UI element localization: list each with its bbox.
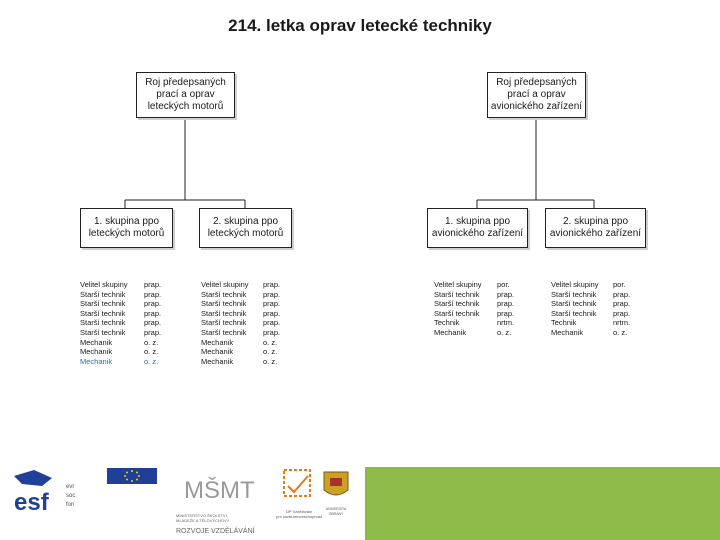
roster-role: Velitel skupiny bbox=[434, 280, 482, 289]
roster-rank: nrtm. bbox=[613, 318, 631, 328]
roster-role: Starší technik bbox=[80, 327, 126, 337]
roster-rank: o. z. bbox=[263, 337, 278, 347]
group-box-3: 1. skupina ppo avionického zařízení bbox=[427, 208, 528, 248]
roster-rank: o. z. bbox=[497, 327, 512, 337]
roster-rank: prap. bbox=[613, 308, 631, 318]
roster-rank: prap. bbox=[613, 289, 631, 299]
roster-role: Starší technik bbox=[201, 308, 247, 318]
roster-role: Starší technik bbox=[434, 299, 480, 309]
platoon-box-engines: Roj předepsaných prací a oprav leteckých motorů bbox=[136, 72, 235, 118]
roster-rank: prap. bbox=[613, 299, 631, 309]
roster-rank: prap. bbox=[263, 280, 281, 289]
roster-role: Mechanik bbox=[201, 356, 234, 366]
roster-role: Starší technik bbox=[80, 318, 126, 328]
roster-rank: prap. bbox=[263, 327, 281, 337]
roster-role: Starší technik bbox=[80, 289, 126, 299]
roster-rank: por. bbox=[497, 280, 510, 289]
roster-rank: prap. bbox=[144, 318, 162, 328]
roster-rank: prap. bbox=[263, 289, 281, 299]
esf-logo bbox=[12, 468, 68, 514]
roster-role: Starší technik bbox=[434, 308, 480, 318]
univerzita-obrany-logo bbox=[320, 470, 352, 516]
roster-role: Starší technik bbox=[201, 299, 247, 309]
roster-role: Mechanik bbox=[201, 347, 234, 357]
roster-role: Starší technik bbox=[80, 299, 126, 309]
roster-rank: prap. bbox=[144, 299, 162, 309]
roster-role: Starší technik bbox=[201, 289, 247, 299]
roster-role: Starší technik bbox=[551, 299, 597, 309]
roster-rank: prap. bbox=[144, 280, 162, 289]
roster-rank: por. bbox=[613, 280, 626, 289]
group-box-2: 2. skupina ppo leteckých motorů bbox=[199, 208, 292, 248]
roster-roles-group-2 bbox=[201, 280, 249, 366]
group-box-1: 1. skupina ppo leteckých motorů bbox=[80, 208, 173, 248]
roster-rank: o. z. bbox=[144, 347, 159, 357]
roster-rank: prap. bbox=[263, 318, 281, 328]
roster-rank: prap. bbox=[144, 289, 162, 299]
roster-role: Mechanik bbox=[80, 347, 113, 357]
roster-role: Technik bbox=[434, 318, 460, 328]
msmt-wordmark: MŠMT bbox=[184, 477, 255, 504]
roster-rank: o. z. bbox=[263, 356, 278, 366]
roster-rank: prap. bbox=[497, 299, 515, 309]
msmt-caption: MINISTERSTVO ŠKOLSTVÍ, MLÁDEŽE A TĚLOVÝCHOVY bbox=[176, 513, 230, 523]
esf-side-text: evr soc fon bbox=[66, 484, 76, 508]
esf-flag-shape bbox=[14, 470, 52, 486]
roster-role: Starší technik bbox=[551, 308, 597, 318]
group-box-4: 2. skupina ppo avionického zařízení bbox=[545, 208, 646, 248]
roster-role: Technik bbox=[551, 318, 577, 328]
roster-role: Mechanik bbox=[434, 327, 467, 337]
footer-green-band bbox=[365, 467, 720, 540]
roster-role: Velitel skupiny bbox=[80, 280, 128, 289]
roster-role: Starší technik bbox=[434, 289, 480, 299]
msmt-logo bbox=[176, 468, 264, 535]
roster-role: Mechanik bbox=[80, 356, 113, 366]
op-caption: OP Vzdělávání pro konkurenceschopnost bbox=[276, 509, 322, 519]
roster-role: Mechanik bbox=[80, 337, 113, 347]
roster-ranks-group-3 bbox=[497, 280, 514, 338]
univ-caption: UNIVERZITA OBRANY bbox=[325, 507, 347, 516]
roster-rank: prap. bbox=[263, 299, 281, 309]
esf-wordmark: esf bbox=[14, 489, 49, 514]
page-title: 214. letka oprav letecké techniky bbox=[228, 16, 492, 35]
roster-rank: prap. bbox=[497, 289, 515, 299]
roster-roles-group-1 bbox=[80, 280, 128, 366]
roster-role: Mechanik bbox=[551, 327, 584, 337]
roster-rank: nrtm. bbox=[497, 318, 515, 328]
roster-role: Starší technik bbox=[551, 289, 597, 299]
roster-rank: o. z. bbox=[263, 347, 278, 357]
roster-ranks-group-1 bbox=[144, 280, 161, 366]
roster-role: Mechanik bbox=[201, 337, 234, 347]
roster-rank: prap. bbox=[263, 308, 281, 318]
roster-roles-group-4 bbox=[551, 280, 599, 338]
roster-rank: prap. bbox=[144, 308, 162, 318]
roster-role: Starší technik bbox=[201, 327, 247, 337]
roster-role: Velitel skupiny bbox=[551, 280, 599, 289]
roster-rank: o. z. bbox=[144, 356, 159, 366]
roster-roles-group-3 bbox=[434, 280, 482, 338]
roster-rank: prap. bbox=[497, 308, 515, 318]
roster-ranks-group-2 bbox=[263, 280, 280, 366]
footer-rozvoj-text: ROZVOJE VZDĚLÁVÁNÍ bbox=[176, 528, 255, 535]
eu-flag-icon bbox=[107, 468, 157, 484]
roster-role: Velitel skupiny bbox=[201, 280, 249, 289]
roster-role: Starší technik bbox=[80, 308, 126, 318]
roster-rank: o. z. bbox=[613, 327, 628, 337]
roster-ranks-group-4 bbox=[613, 280, 630, 338]
roster-rank: prap. bbox=[144, 327, 162, 337]
platoon-box-avionics: Roj předepsaných prací a oprav avionického zařízení bbox=[487, 72, 586, 118]
op-check-icon bbox=[288, 476, 308, 492]
roster-rank: o. z. bbox=[144, 337, 159, 347]
roster-role: Starší technik bbox=[201, 318, 247, 328]
